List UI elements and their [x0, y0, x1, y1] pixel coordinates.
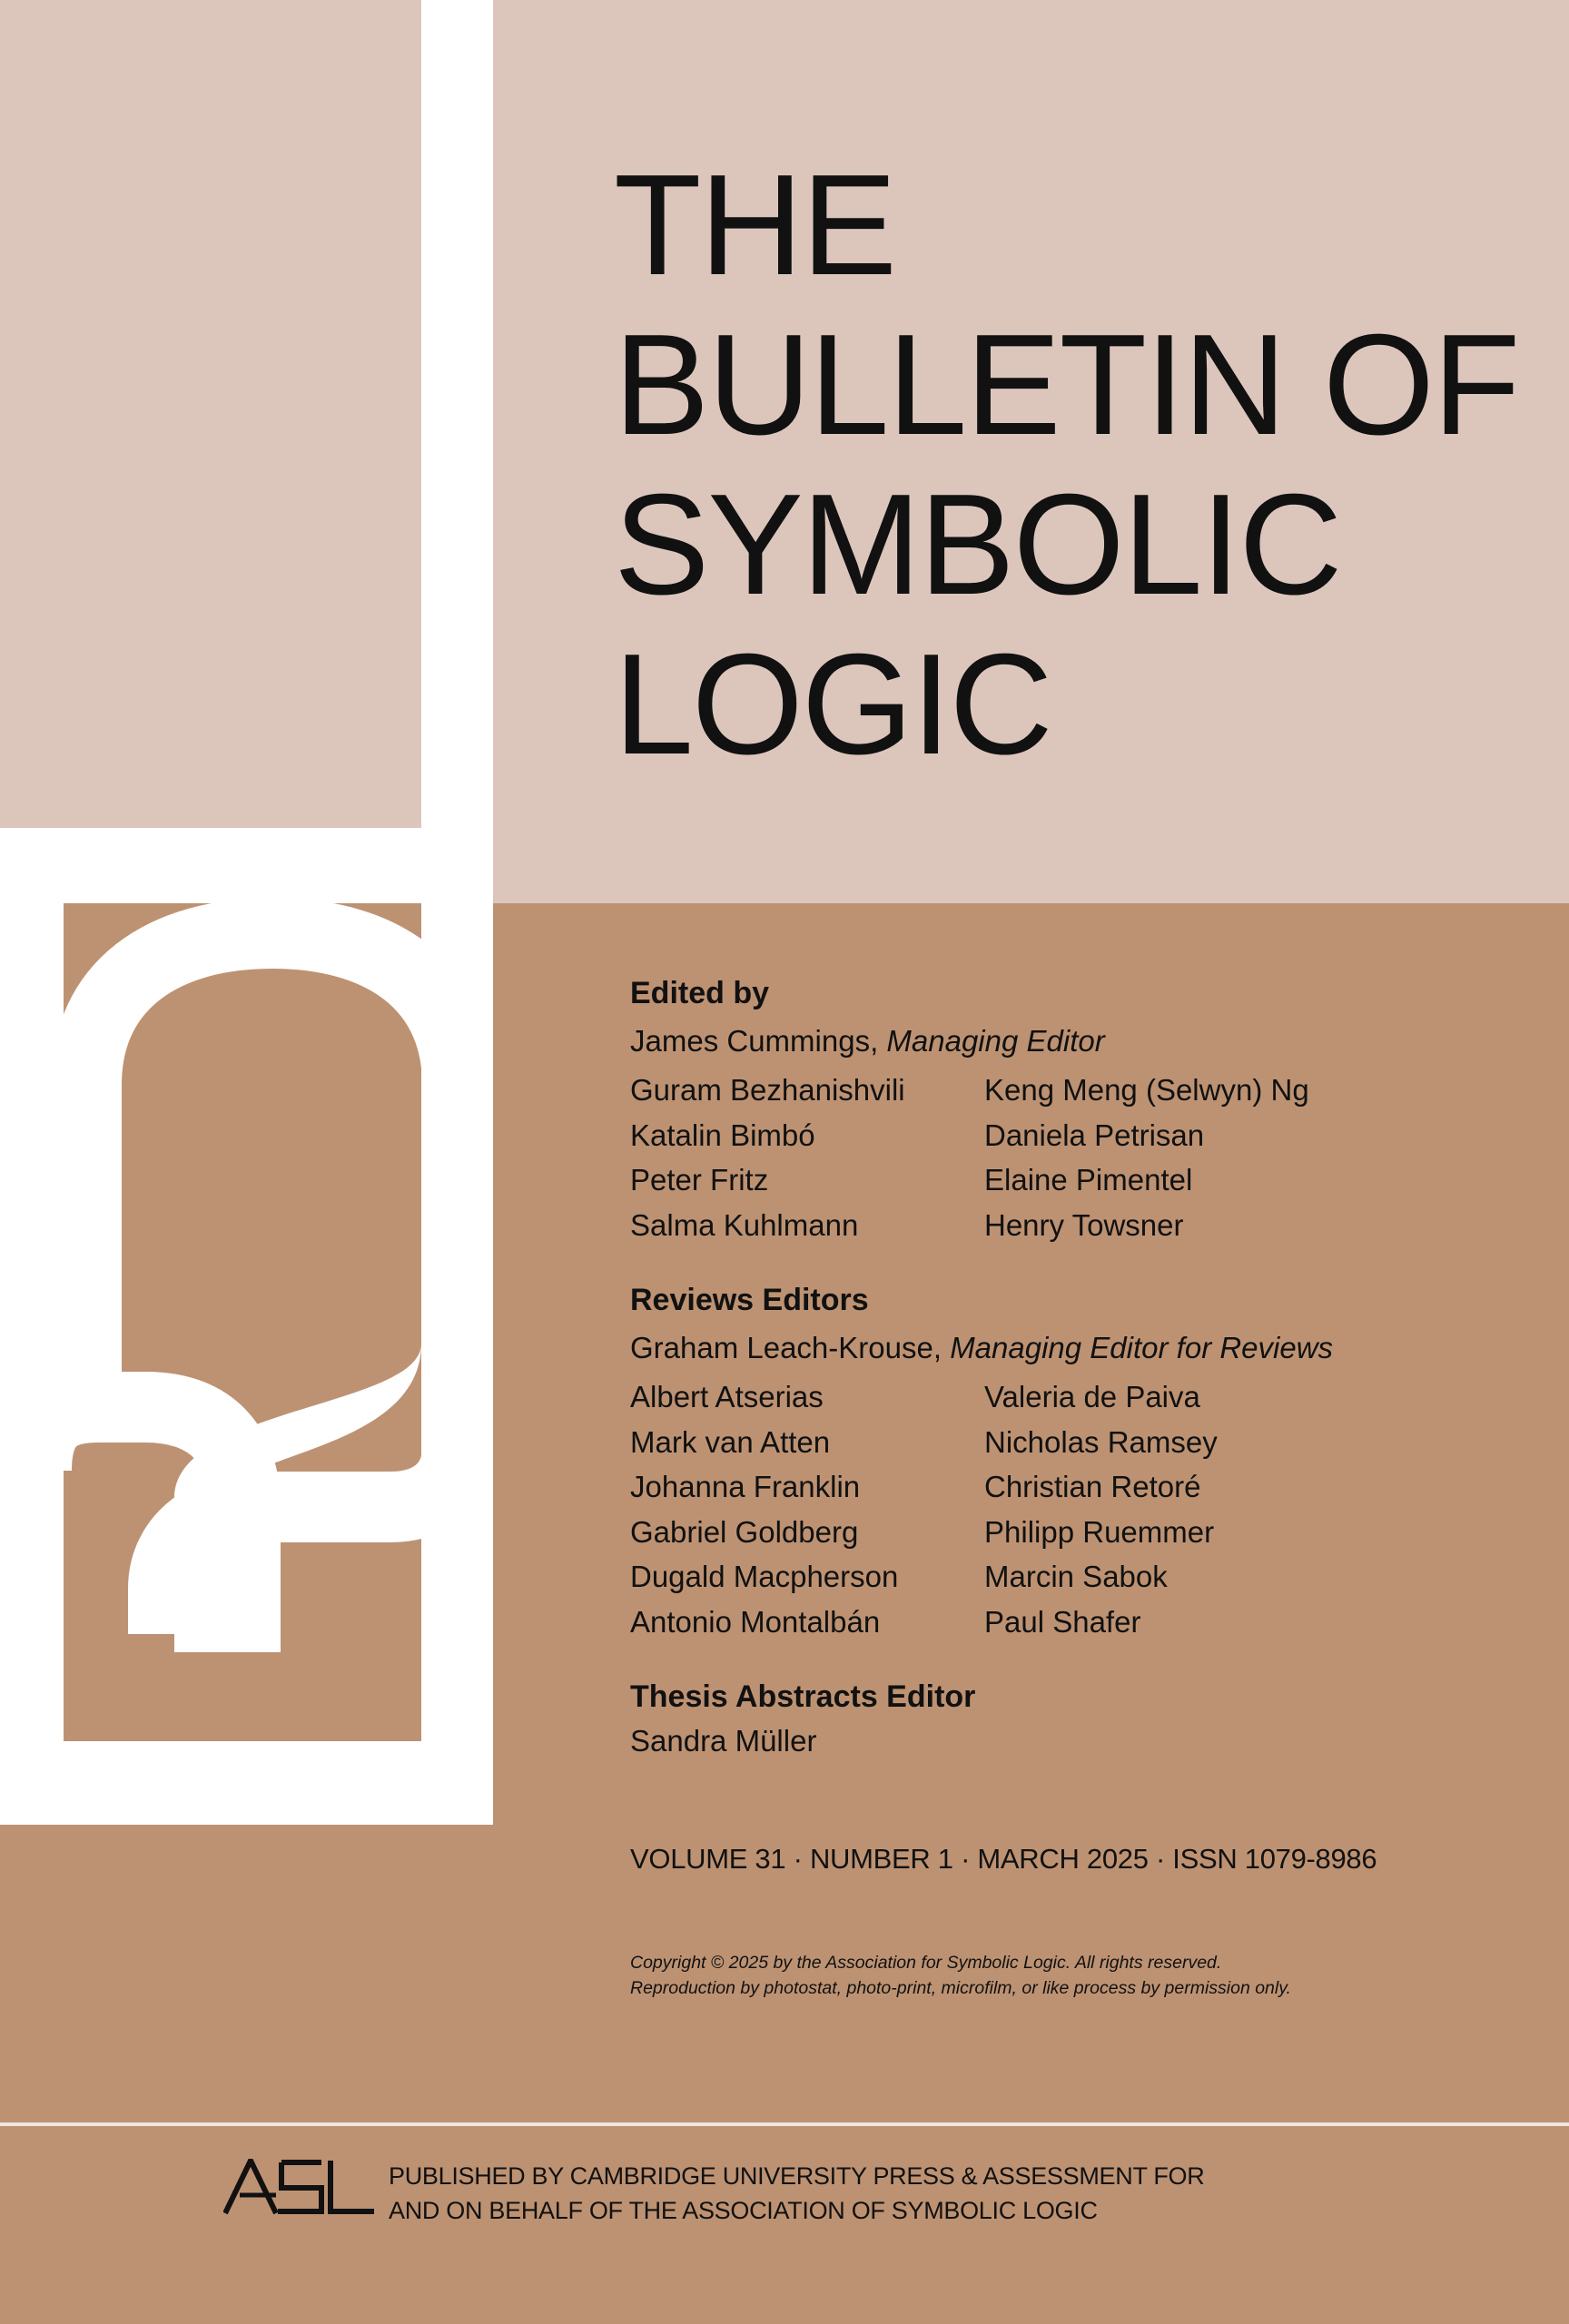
- editor-name: Christian Retoré: [984, 1470, 1201, 1503]
- editor-name: Dugald Macpherson: [630, 1560, 899, 1593]
- editor-name: Gabriel Goldberg: [630, 1514, 859, 1549]
- footer-divider: [0, 2122, 1569, 2126]
- managing-editor-name: James Cummings,: [630, 1024, 879, 1058]
- editor-name: Sandra Müller: [630, 1724, 817, 1758]
- editor-name: Guram Bezhanishvili: [630, 1073, 905, 1107]
- monogram-cap: [73, 1289, 104, 1389]
- editor-name: Peter Fritz: [630, 1163, 769, 1196]
- editor-name: Keng Meng (Selwyn) Ng: [984, 1073, 1309, 1107]
- editor-name: Johanna Franklin: [630, 1470, 861, 1503]
- copyright-notice: [630, 1950, 1291, 2001]
- thesis-abstracts-heading: Thesis Abstracts Editor: [630, 1679, 976, 1714]
- publisher-statement: [389, 2159, 1204, 2228]
- copyright-line-1: Copyright © 2025 by the Association for Symbolic Logic. All rights reserved.: [630, 1953, 1222, 1973]
- reviews-managing-editor-line: [630, 1322, 1538, 1374]
- editor-name: Katalin Bimbó: [630, 1118, 815, 1152]
- journal-title: [614, 145, 1518, 784]
- editor-name: Daniela Petrisan: [984, 1118, 1205, 1152]
- asl-logo: [223, 2159, 376, 2215]
- reviews-editors-heading: Reviews Editors: [630, 1283, 869, 1317]
- editor-row: [630, 1203, 1538, 1248]
- title-line-2: BULLETIN OF: [614, 305, 1519, 465]
- reviews-editor-row: [630, 1600, 1538, 1645]
- reviews-managing-editor-role: Managing Editor for Reviews: [950, 1331, 1334, 1364]
- title-line-3: SYMBOLIC: [614, 465, 1341, 625]
- issue-info: VOLUME 31 · NUMBER 1 · MARCH 2025 · ISSN 1079-8986: [630, 1843, 1377, 1875]
- title-line-4: LOGIC: [614, 625, 1051, 784]
- editor-name: Elaine Pimentel: [984, 1163, 1193, 1196]
- publisher-line-1: PUBLISHED BY CAMBRIDGE UNIVERSITY PRESS & ASSESSMENT FOR: [389, 2162, 1205, 2190]
- editor-name: Nicholas Ramsey: [984, 1424, 1218, 1459]
- reviews-editor-row: [630, 1374, 1538, 1420]
- managing-editor-line: [630, 1015, 1538, 1068]
- publisher-line-2: AND ON BEHALF OF THE ASSOCIATION OF SYMBOLIC LOGIC: [389, 2197, 1098, 2224]
- editor-row: [630, 1113, 1538, 1158]
- masthead: [630, 971, 1538, 1764]
- reviews-editor-row: [630, 1510, 1538, 1555]
- thesis-abstracts-editor: [630, 1718, 1538, 1764]
- editor-name: Valeria de Paiva: [984, 1380, 1200, 1413]
- editor-name: Salma Kuhlmann: [630, 1207, 859, 1242]
- reviews-editor-row: [630, 1464, 1538, 1510]
- editor-name: Philipp Ruemmer: [984, 1514, 1215, 1549]
- editor-name: Henry Towsner: [984, 1207, 1184, 1242]
- editor-name: Mark van Atten: [630, 1424, 831, 1459]
- editor-name: Marcin Sabok: [984, 1560, 1168, 1593]
- editor-row: [630, 1157, 1538, 1203]
- reviews-editor-row: [630, 1554, 1538, 1600]
- editor-name: Antonio Montalbán: [630, 1604, 881, 1639]
- reviews-managing-editor-name: Graham Leach-Krouse,: [630, 1331, 942, 1364]
- managing-editor-role: Managing Editor: [886, 1024, 1105, 1058]
- title-line-1: THE: [614, 145, 895, 305]
- reviews-editor-row: [630, 1420, 1538, 1465]
- edited-by-heading: Edited by: [630, 976, 770, 1010]
- editor-row: [630, 1068, 1538, 1113]
- copyright-line-2: Reproduction by photostat, photo-print, microfilm, or like process by permission only.: [630, 1978, 1291, 1998]
- editor-name: Paul Shafer: [984, 1604, 1141, 1639]
- editor-name: Albert Atserias: [630, 1380, 824, 1413]
